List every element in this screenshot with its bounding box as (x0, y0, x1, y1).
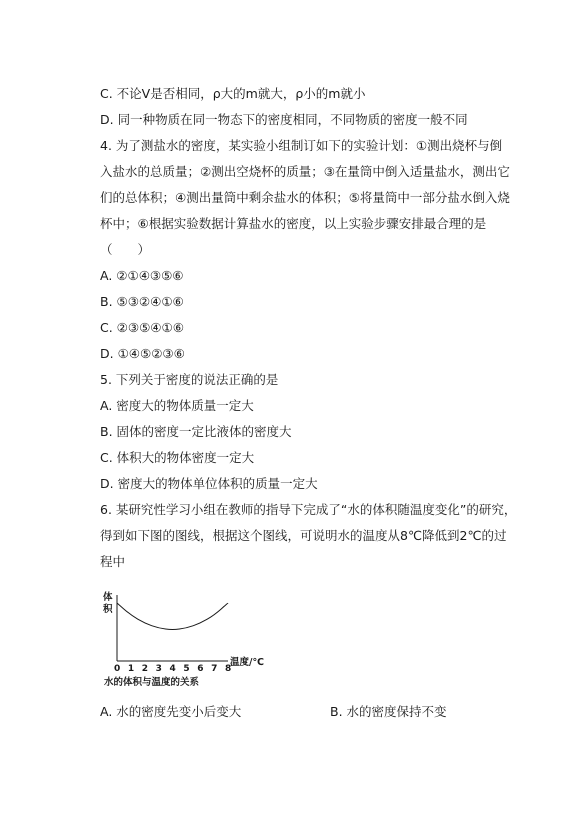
option-c-q3: C. 不论V是否相同，ρ大的m就大，ρ小的m就小 (100, 86, 366, 101)
question-5: 5. 下列关于密度的说法正确的是 (100, 372, 279, 387)
question-4-line5: （ ） (100, 242, 151, 257)
x-tick-3: 3 (155, 664, 162, 674)
question-4-line2: 入盐水的总质量；②测出空烧杯的质量；③在量筒中倒入适量盐水，测出它 (100, 164, 510, 179)
option-c-q4: C. ②③⑤④①⑥ (100, 320, 184, 335)
question-4-line3: 们的总体积；④测出量筒中剩余盐水的体积；⑤将量筒中一部分盐水倒入烧 (100, 190, 510, 205)
option-c-q5: C. 体积大的物体密度一定大 (100, 450, 255, 465)
volume-curve (117, 603, 228, 630)
option-b-q6: B. 水的密度保持不变 (330, 704, 447, 719)
option-d-q4: D. ①④⑤②③⑥ (100, 346, 185, 361)
x-tick-5: 5 (183, 664, 190, 674)
option-d-q5: D. 密度大的物体单位体积的质量一定大 (100, 476, 318, 491)
question-6-line3: 程中 (100, 554, 126, 569)
option-a-q4: A. ②①④③⑤⑥ (100, 268, 184, 283)
x-tick-1: 1 (127, 664, 135, 674)
option-d-q3: D. 同一种物质在同一物态下的密度相同，不同物质的密度一般不同 (100, 112, 468, 127)
figure-caption: 水的体积与温度的关系 (104, 677, 200, 688)
option-a-q5: A. 密度大的物体质量一定大 (100, 398, 254, 413)
x-tick-7: 7 (211, 664, 218, 674)
volume-temperature-chart (96, 585, 264, 690)
option-a-q6: A. 水的密度先变小后变大 (100, 704, 242, 719)
question-6-line1: 6. 某研究性学习小组在教师的指导下完成了“水的体积随温度变化”的研究， (100, 502, 517, 517)
water-volume-temperature-figure (96, 585, 264, 690)
y-axis-label-1: 体 (103, 592, 113, 603)
x-tick-0: 0 (114, 664, 121, 674)
x-axis-label: 温度/℃ (230, 657, 264, 668)
question-4-line4: 杯中；⑥根据实验数据计算盐水的密度，以上实验步骤安排最合理的是 (100, 216, 487, 231)
x-tick-4: 4 (169, 664, 176, 674)
option-b-q4: B. ⑤③②④①⑥ (100, 294, 184, 309)
x-tick-8: 8 (225, 664, 232, 674)
x-tick-6: 6 (197, 664, 204, 674)
question-6-line2: 得到如下图的图线，根据这个图线，可说明水的温度从8℃降低到2℃的过 (100, 528, 507, 543)
x-tick-2: 2 (141, 664, 149, 674)
x-tick-labels (114, 664, 231, 674)
question-4-line1: 4. 为了测盐水的密度，某实验小组制订如下的实验计划：①测出烧杯与倒 (100, 138, 503, 153)
y-axis-label-2: 积 (103, 604, 113, 615)
option-b-q5: B. 固体的密度一定比液体的密度大 (100, 424, 292, 439)
